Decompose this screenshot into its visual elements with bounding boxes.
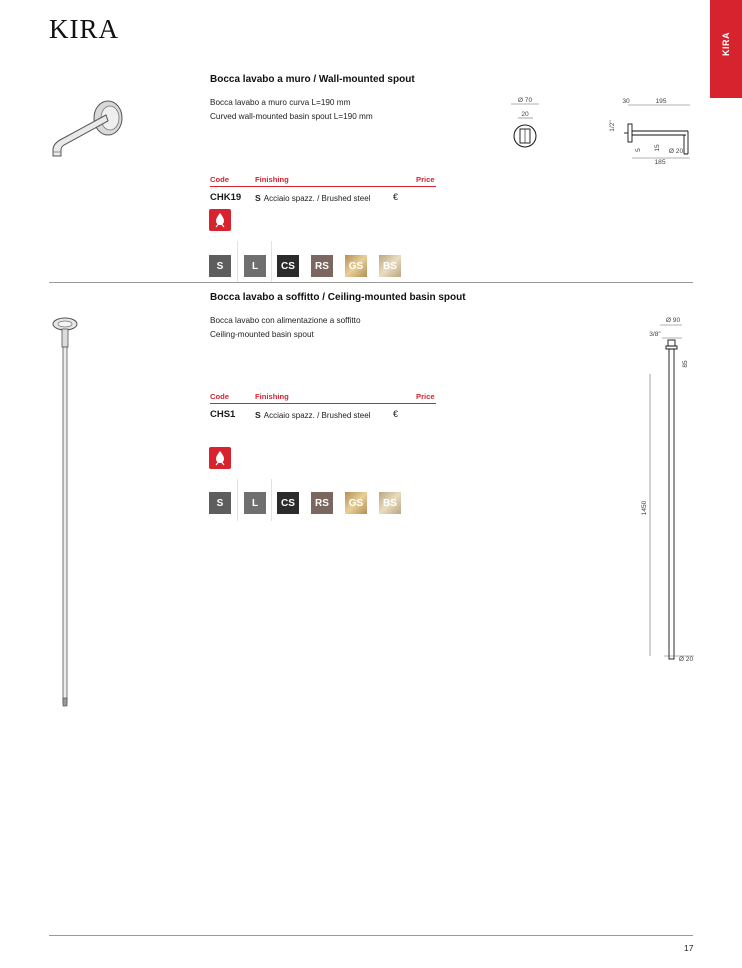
dim-side-depth: 30 bbox=[622, 98, 630, 105]
swatch-rs[interactable]: RS bbox=[311, 492, 333, 514]
col-price: Price bbox=[416, 392, 435, 401]
ceiling-spout-image bbox=[50, 316, 82, 710]
dim-thread: 1/2" bbox=[609, 120, 616, 132]
footer-rule bbox=[49, 935, 693, 936]
swatch-bs[interactable]: BS bbox=[379, 255, 401, 277]
price-value: € bbox=[393, 192, 399, 202]
dim-total: 185 bbox=[654, 159, 666, 166]
separator bbox=[271, 241, 272, 283]
flow-icon bbox=[212, 450, 228, 466]
swatch-cs[interactable]: CS bbox=[277, 255, 299, 277]
dim-bottom-dia: Ø 20 bbox=[678, 656, 694, 663]
desc-italian: Bocca lavabo con alimentazione a soffitto bbox=[210, 316, 361, 325]
finish-code: S bbox=[255, 410, 261, 420]
swatch-rs[interactable]: RS bbox=[311, 255, 333, 277]
product-code: CHS1 bbox=[210, 409, 236, 420]
dim-thread: 3/8" bbox=[649, 331, 661, 338]
brand-logo: KIRA bbox=[49, 14, 119, 44]
desc-english: Curved wall-mounted basin spout L=190 mm bbox=[210, 111, 373, 121]
wall-spout-image bbox=[48, 96, 130, 160]
product-title: Bocca lavabo a soffitto / Ceiling-mounted basin spout bbox=[210, 292, 466, 303]
wall-spout-front-drawing bbox=[506, 96, 546, 152]
wall-spout-side-drawing bbox=[604, 96, 698, 168]
col-code: Code bbox=[210, 175, 229, 184]
swatch-s[interactable]: S bbox=[209, 492, 231, 514]
water-saving-badge bbox=[209, 447, 231, 469]
header-rule bbox=[210, 403, 436, 404]
col-code: Code bbox=[210, 392, 229, 401]
section-divider bbox=[49, 282, 693, 283]
product-description bbox=[210, 96, 373, 123]
product-title: Bocca lavabo a muro / Wall-mounted spout bbox=[210, 74, 415, 85]
price-value: € bbox=[393, 409, 399, 419]
flow-icon bbox=[212, 212, 228, 228]
desc-english: Ceiling-mounted basin spout bbox=[210, 329, 314, 339]
swatch-s[interactable]: S bbox=[209, 255, 231, 277]
swatch-l[interactable]: L bbox=[244, 255, 266, 277]
desc-italian: Bocca lavabo a muro curva L=190 mm bbox=[210, 98, 351, 107]
separator bbox=[237, 479, 238, 521]
separator bbox=[237, 241, 238, 283]
finish-label: Acciaio spazz. / Brushed steel bbox=[263, 194, 371, 203]
finishing-value bbox=[255, 193, 370, 203]
dim-spout-dia: Ø 20 bbox=[668, 148, 684, 155]
finish-label: Acciaio spazz. / Brushed steel bbox=[263, 411, 371, 420]
page-number: 17 bbox=[684, 943, 694, 953]
col-price: Price bbox=[416, 175, 435, 184]
swatch-gs[interactable]: GS bbox=[345, 255, 367, 277]
dim-plate: 85 bbox=[682, 360, 689, 368]
swatch-l[interactable]: L bbox=[244, 492, 266, 514]
swatch-cs[interactable]: CS bbox=[277, 492, 299, 514]
swatch-gs[interactable]: GS bbox=[345, 492, 367, 514]
dim-small-a: 5 bbox=[635, 148, 642, 152]
dim-top-dia: Ø 90 bbox=[665, 317, 681, 324]
dim-side-len: 195 bbox=[655, 98, 667, 105]
separator bbox=[271, 479, 272, 521]
swatch-bs[interactable]: BS bbox=[379, 492, 401, 514]
dim-front-w: 20 bbox=[521, 111, 529, 118]
product-code: CHK19 bbox=[210, 192, 242, 203]
dim-length: 1450 bbox=[641, 500, 648, 516]
header-rule bbox=[210, 186, 436, 187]
dim-front-dia: Ø 70 bbox=[517, 97, 533, 104]
col-finishing: Finishing bbox=[255, 392, 289, 401]
finish-code: S bbox=[255, 193, 261, 203]
water-saving-badge bbox=[209, 209, 231, 231]
ceiling-spout-drawing bbox=[636, 312, 698, 668]
col-finishing: Finishing bbox=[255, 175, 289, 184]
section-tab-label: KIRA bbox=[721, 32, 731, 56]
product-description bbox=[210, 314, 361, 341]
finishing-value bbox=[255, 410, 370, 420]
section-tab[interactable] bbox=[710, 0, 742, 98]
dim-small-b: 15 bbox=[654, 144, 661, 152]
